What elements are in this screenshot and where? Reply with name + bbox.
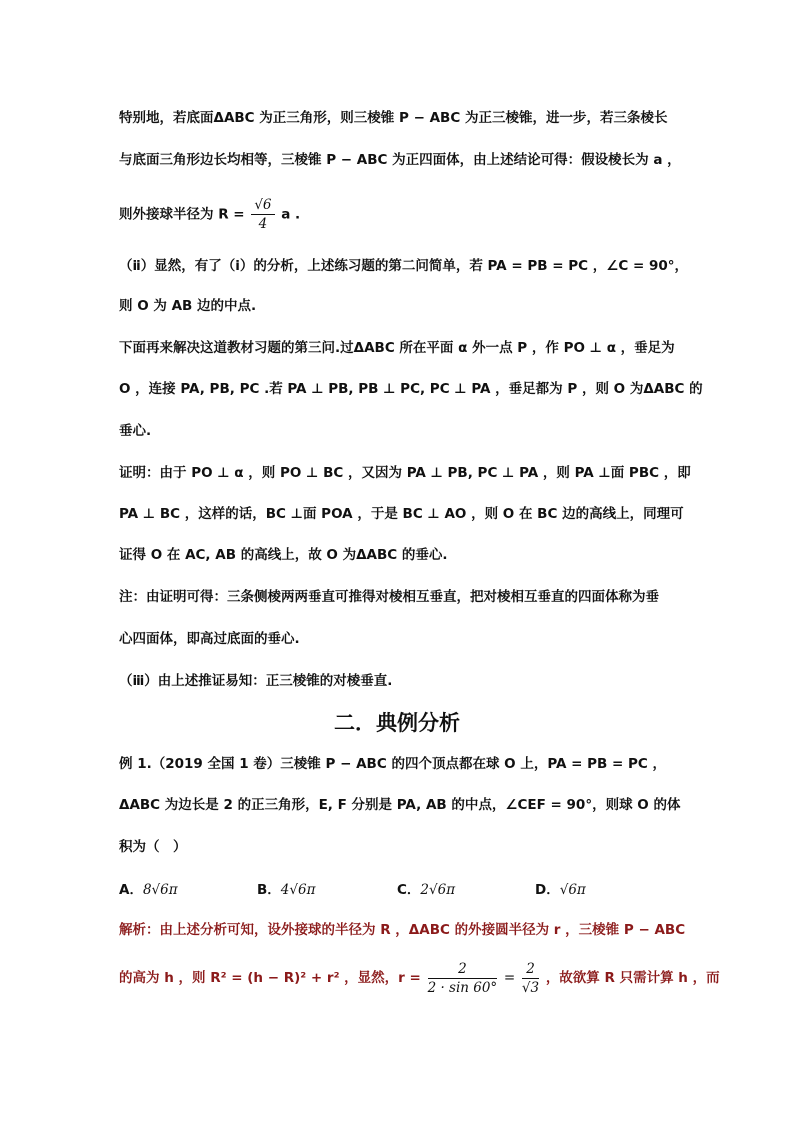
paragraph-line: （ⅱ）显然，有了（ⅰ）的分析，上述练习题的第二问简单，若 PA = PB = PC ，∠C = 90°， [119, 258, 688, 274]
paragraph-line: 与底面三角形边长均相等，三棱锥 P − ABC 为正四面体，由上述结论可得：假设棱长为 a ， [119, 152, 681, 168]
option-d [535, 878, 586, 898]
paragraph-line: 则 O 为 AB 边的中点. [119, 298, 257, 314]
example-line: 积为（ ） [119, 839, 187, 855]
solution-tail: ，故欲算 R 只需计算 h ，而 [545, 970, 720, 986]
paragraph-line: 下面再来解决这道教材习题的第三问.过ΔABC 所在平面 α 外一点 P ，作 PO ⊥ α ，垂足为 [119, 340, 675, 356]
paragraph-line: 特别地，若底面ΔABC 为正三角形，则三棱锥 P − ABC 为正三棱锥，进一步，若三条棱长 [119, 110, 668, 126]
fraction-numerator: √6 [251, 196, 274, 215]
proof-line: 证明：由于 PO ⊥ α ，则 PO ⊥ BC ，又因为 PA ⊥ PB, PC ⊥ PA ，则 PA ⊥面 PBC ，即 [119, 465, 691, 481]
note-line: 注：由证明可得：三条侧棱两两垂直可推得对棱相互垂直，把对棱相互垂直的四面体称为垂 [119, 589, 659, 605]
paragraph-line: （ⅲ）由上述推证易知：正三棱锥的对棱垂直. [119, 673, 393, 689]
option-value: 2√6π [420, 882, 456, 898]
option-b [257, 878, 315, 898]
fraction-denominator: 4 [258, 216, 268, 232]
example-line: 例 1.（2019 全国 1 卷）三棱锥 P − ABC 的四个顶点都在球 O 上，PA = PB = PC ， [119, 756, 667, 772]
fraction-denominator: √3 [521, 979, 540, 996]
paragraph-line: O ，连接 PA, PB, PC .若 PA ⊥ PB, PB ⊥ PC, PC ⊥ PA ，垂足都为 P ，则 O 为ΔABC 的 [119, 381, 703, 397]
fraction-denominator: 2 · sin 60° [427, 979, 498, 996]
option-label: A． [119, 882, 143, 898]
proof-line: PA ⊥ BC ，这样的话，BC ⊥面 POA ，于是 BC ⊥ AO ，则 O 在 BC 边的高线上，同理可 [119, 506, 684, 522]
option-label: C． [397, 882, 421, 898]
radius-fraction [251, 196, 274, 233]
paragraph-line: 垂心. [119, 423, 152, 439]
option-value: √6π [559, 882, 586, 898]
example-line: ΔABC 为边长是 2 的正三角形，E, F 分别是 PA, AB 的中点，∠CEF = 90°，则球 O 的体 [119, 797, 681, 813]
solution-prefix: 的高为 h ，则 R² = (h − R)² + r² ，显然，r = [119, 970, 421, 986]
option-a [119, 878, 178, 898]
radius-formula-line [119, 196, 679, 233]
radius-formula-suffix: a . [281, 206, 301, 223]
option-value: 8√6π [142, 882, 178, 898]
solution-formula-line [119, 958, 720, 998]
proof-line: 证得 O 在 AC, AB 的高线上，故 O 为ΔABC 的垂心. [119, 547, 448, 563]
section-heading: 二．典例分析 [334, 711, 460, 735]
fraction-numerator: 2 [428, 960, 498, 979]
option-value: 4√6π [280, 882, 316, 898]
solution-fraction-1 [428, 960, 498, 997]
option-label: B． [257, 882, 281, 898]
solution-line: 解析：由上述分析可知，设外接球的半径为 R ，ΔABC 的外接圆半径为 r ，三棱锥 P − ABC [119, 922, 686, 938]
option-c [397, 878, 455, 898]
radius-formula-prefix: 则外接球半径为 R = [119, 206, 245, 223]
option-label: D． [535, 882, 560, 898]
note-line: 心四面体，即高过底面的垂心. [119, 631, 300, 647]
solution-fraction-2 [522, 960, 539, 997]
equals-sign: = [503, 970, 516, 986]
fraction-numerator: 2 [522, 960, 539, 979]
